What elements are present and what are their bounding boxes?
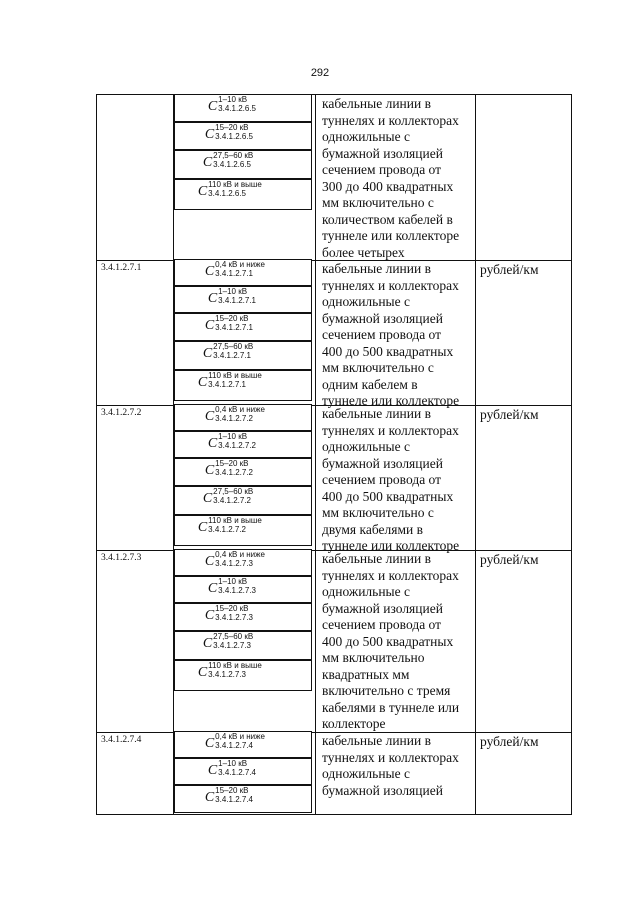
description-line: сечением провода от — [322, 472, 442, 487]
coefficient-cell — [174, 458, 312, 486]
coefficient-symbol: C — [197, 520, 208, 535]
coefficient-formula — [175, 760, 311, 779]
row-code: 3.4.1.2.7.3 — [101, 553, 142, 563]
coefficient-formula — [175, 433, 311, 452]
coefficient-indices — [218, 578, 278, 595]
description-line: бумажной изоляцией — [322, 455, 443, 471]
row-code: 3.4.1.2.7.4 — [101, 735, 142, 745]
coefficient-cell — [174, 404, 312, 431]
coefficient-indices — [218, 288, 278, 305]
coefficient-symbol: C — [207, 436, 218, 451]
index-subscript: 3.4.1.2.7.3 — [208, 670, 246, 679]
description-line: коллекторе — [322, 716, 386, 731]
coefficient-formula — [175, 551, 311, 570]
coefficient-symbol: C — [204, 790, 215, 805]
coefficient-cell — [174, 150, 312, 179]
row-unit: рублей/км — [480, 407, 539, 422]
voltage-superscript: 27,5–60 кВ — [213, 342, 254, 351]
coefficient-cell — [174, 122, 312, 150]
description-line: бумажной изоляцией — [322, 600, 443, 616]
description-line: одножильные с — [322, 584, 410, 599]
coefficient-indices — [213, 152, 283, 169]
coefficient-cell — [174, 341, 312, 370]
coefficient-indices — [208, 372, 288, 389]
description-line: 400 до 500 квадратных — [322, 633, 454, 649]
voltage-superscript: 0,4 кВ и ниже — [215, 260, 265, 269]
row-description — [322, 261, 474, 410]
index-subscript: 3.4.1.2.7.1 — [215, 323, 253, 332]
coefficient-cell — [174, 486, 312, 515]
coefficient-cell — [174, 259, 312, 286]
description-line: более четырех — [322, 244, 405, 260]
index-subscript: 3.4.1.2.6.5 — [208, 189, 246, 198]
coefficient-cell — [174, 515, 312, 546]
coefficient-indices — [213, 488, 283, 505]
description-line: двумя кабелями в — [322, 521, 423, 537]
coefficient-cell — [174, 631, 312, 660]
coefficient-indices — [208, 662, 288, 679]
description-line: кабельные линии в — [322, 406, 431, 421]
page-number: 292 — [310, 67, 330, 79]
coefficient-formula — [175, 261, 311, 280]
coefficient-indices — [215, 787, 281, 804]
description-line: туннеле или коллекторе — [322, 538, 460, 553]
description-line: мм включительно с — [322, 505, 434, 520]
index-subscript: 3.4.1.2.7.2 — [215, 468, 253, 477]
description-line: мм включительно с — [322, 360, 434, 375]
description-line: кабелями в туннеле или — [322, 699, 460, 715]
coefficient-symbol: C — [204, 318, 215, 333]
description-line: туннелях и коллекторах — [322, 277, 459, 293]
coefficient-cell — [174, 603, 312, 631]
description-line: туннелях и коллекторах — [322, 112, 459, 128]
voltage-superscript: 110 кВ и выше — [208, 661, 262, 670]
coefficient-formula — [175, 181, 311, 200]
index-subscript: 3.4.1.2.7.3 — [215, 613, 253, 622]
voltage-superscript: 27,5–60 кВ — [213, 632, 254, 641]
coefficient-formula — [175, 460, 311, 479]
coefficient-formula — [175, 406, 311, 425]
description-line: туннелях и коллекторах — [322, 422, 459, 438]
coefficient-indices — [215, 460, 281, 477]
index-subscript: 3.4.1.2.7.2 — [208, 525, 246, 534]
voltage-superscript: 27,5–60 кВ — [213, 487, 254, 496]
index-subscript: 3.4.1.2.6.5 — [215, 132, 253, 141]
coefficient-indices — [215, 551, 281, 568]
coefficient-indices — [215, 124, 281, 141]
coefficient-formula — [175, 343, 311, 362]
coefficient-symbol: C — [207, 291, 218, 306]
coefficient-symbol: C — [197, 375, 208, 390]
row-unit: рублей/км — [480, 552, 539, 567]
coefficient-cell — [174, 179, 312, 210]
voltage-superscript: 0,4 кВ и ниже — [215, 550, 265, 559]
description-line: одножильные с — [322, 129, 410, 144]
coefficient-formula — [175, 787, 311, 806]
coefficient-symbol: C — [204, 736, 215, 751]
description-line: 400 до 500 квадратных — [322, 488, 454, 504]
voltage-superscript: 15–20 кВ — [215, 314, 249, 323]
coefficient-indices — [218, 760, 278, 777]
voltage-superscript: 110 кВ и выше — [208, 180, 262, 189]
column-divider-coefficient — [315, 95, 316, 814]
description-line: одним кабелем в — [322, 376, 418, 392]
row-code: 3.4.1.2.7.2 — [101, 408, 142, 418]
description-line: 300 до 400 квадратных — [322, 178, 454, 194]
description-line: кабельные линии в — [322, 261, 431, 276]
voltage-superscript: 15–20 кВ — [215, 604, 249, 613]
coefficient-symbol: C — [204, 554, 215, 569]
coefficient-indices — [215, 315, 281, 332]
index-subscript: 3.4.1.2.7.1 — [213, 351, 251, 360]
coefficient-cell — [174, 370, 312, 401]
voltage-superscript: 1–10 кВ — [218, 577, 248, 586]
voltage-superscript: 0,4 кВ и ниже — [215, 405, 265, 414]
coefficient-indices — [218, 96, 278, 113]
description-line: бумажной изоляцией — [322, 145, 443, 161]
coefficient-indices — [213, 343, 283, 360]
coefficient-cell — [174, 286, 312, 313]
index-subscript: 3.4.1.2.7.2 — [213, 496, 251, 505]
coefficient-formula — [175, 288, 311, 307]
description-line: включительно с тремя — [322, 683, 451, 698]
description-line: туннелях и коллекторах — [322, 567, 459, 583]
voltage-superscript: 110 кВ и выше — [208, 516, 262, 525]
coefficient-cell — [174, 431, 312, 458]
coefficient-symbol: C — [202, 346, 213, 361]
coefficient-cell — [174, 785, 312, 813]
coefficient-indices — [208, 181, 288, 198]
voltage-superscript: 1–10 кВ — [218, 759, 248, 768]
coefficient-symbol: C — [207, 763, 218, 778]
coefficient-indices — [208, 517, 288, 534]
coefficient-formula — [175, 578, 311, 597]
index-subscript: 3.4.1.2.6.5 — [213, 160, 251, 169]
index-subscript: 3.4.1.2.7.4 — [215, 741, 253, 750]
index-subscript: 3.4.1.2.7.1 — [218, 296, 256, 305]
voltage-superscript: 1–10 кВ — [218, 432, 248, 441]
coefficient-indices — [215, 261, 281, 278]
index-subscript: 3.4.1.2.6.5 — [218, 104, 256, 113]
description-line: кабельные линии в — [322, 96, 431, 111]
coefficient-symbol: C — [197, 184, 208, 199]
coefficient-cell — [174, 576, 312, 603]
voltage-superscript: 15–20 кВ — [215, 786, 249, 795]
coefficient-formula — [175, 733, 311, 752]
coefficient-symbol: C — [204, 463, 215, 478]
description-line: квадратных мм — [322, 666, 410, 682]
coefficient-symbol: C — [204, 264, 215, 279]
coefficient-cell — [174, 731, 312, 758]
row-code: 3.4.1.2.7.1 — [101, 263, 142, 273]
coefficient-symbol: C — [207, 581, 218, 596]
description-line: туннеле или коллекторе — [322, 393, 460, 408]
coefficient-formula — [175, 662, 311, 681]
coefficient-cell — [174, 94, 312, 122]
voltage-superscript: 0,4 кВ и ниже — [215, 732, 265, 741]
coefficient-formula — [175, 315, 311, 334]
description-line: кабельные линии в — [322, 551, 431, 566]
index-subscript: 3.4.1.2.7.2 — [218, 441, 256, 450]
coefficient-formula — [175, 96, 311, 115]
description-line: одножильные с — [322, 294, 410, 309]
coefficient-symbol: C — [197, 665, 208, 680]
coefficient-formula — [175, 488, 311, 507]
description-line: туннеле или коллекторе — [322, 228, 460, 243]
coefficient-formula — [175, 633, 311, 652]
description-line: бумажной изоляцией — [322, 782, 443, 798]
coefficient-indices — [215, 406, 281, 423]
column-divider-description — [475, 95, 476, 814]
coefficient-symbol: C — [202, 155, 213, 170]
coefficient-symbol: C — [204, 608, 215, 623]
voltage-superscript: 1–10 кВ — [218, 287, 248, 296]
description-line: сечением провода от — [322, 327, 442, 342]
voltage-superscript: 27,5–60 кВ — [213, 151, 254, 160]
description-line: сечением провода от — [322, 162, 442, 177]
row-description — [322, 96, 474, 261]
index-subscript: 3.4.1.2.7.2 — [215, 414, 253, 423]
row-description — [322, 551, 474, 733]
coefficient-formula — [175, 605, 311, 624]
voltage-superscript: 1–10 кВ — [218, 95, 248, 104]
index-subscript: 3.4.1.2.7.4 — [215, 795, 253, 804]
index-subscript: 3.4.1.2.7.1 — [208, 380, 246, 389]
coefficient-indices — [215, 733, 281, 750]
description-line: мм включительно с — [322, 195, 434, 210]
coefficient-indices — [213, 633, 283, 650]
voltage-superscript: 110 кВ и выше — [208, 371, 262, 380]
tariff-table — [96, 94, 572, 815]
description-line: одножильные с — [322, 439, 410, 454]
row-description — [322, 406, 474, 555]
row-description — [322, 733, 474, 799]
index-subscript: 3.4.1.2.7.3 — [213, 641, 251, 650]
coefficient-indices — [218, 433, 278, 450]
coefficient-formula — [175, 517, 311, 536]
index-subscript: 3.4.1.2.7.1 — [215, 269, 253, 278]
description-line: туннелях и коллекторах — [322, 749, 459, 765]
description-line: бумажной изоляцией — [322, 310, 443, 326]
coefficient-indices — [215, 605, 281, 622]
index-subscript: 3.4.1.2.7.3 — [218, 586, 256, 595]
row-unit: рублей/км — [480, 734, 539, 749]
voltage-superscript: 15–20 кВ — [215, 459, 249, 468]
description-line: мм включительно — [322, 650, 425, 665]
index-subscript: 3.4.1.2.7.4 — [218, 768, 256, 777]
coefficient-formula — [175, 124, 311, 143]
coefficient-symbol: C — [204, 409, 215, 424]
row-unit: рублей/км — [480, 262, 539, 277]
coefficient-symbol: C — [202, 491, 213, 506]
coefficient-cell — [174, 549, 312, 576]
coefficient-formula — [175, 372, 311, 391]
description-line: сечением провода от — [322, 617, 442, 632]
coefficient-cell — [174, 758, 312, 785]
description-line: количеством кабелей в — [322, 211, 453, 227]
index-subscript: 3.4.1.2.7.3 — [215, 559, 253, 568]
description-line: кабельные линии в — [322, 733, 431, 748]
coefficient-symbol: C — [207, 99, 218, 114]
voltage-superscript: 15–20 кВ — [215, 123, 249, 132]
coefficient-cell — [174, 313, 312, 341]
description-line: 400 до 500 квадратных — [322, 343, 454, 359]
coefficient-symbol: C — [204, 127, 215, 142]
coefficient-formula — [175, 152, 311, 171]
coefficient-symbol: C — [202, 636, 213, 651]
description-line: одножильные с — [322, 766, 410, 781]
coefficient-cell — [174, 660, 312, 691]
